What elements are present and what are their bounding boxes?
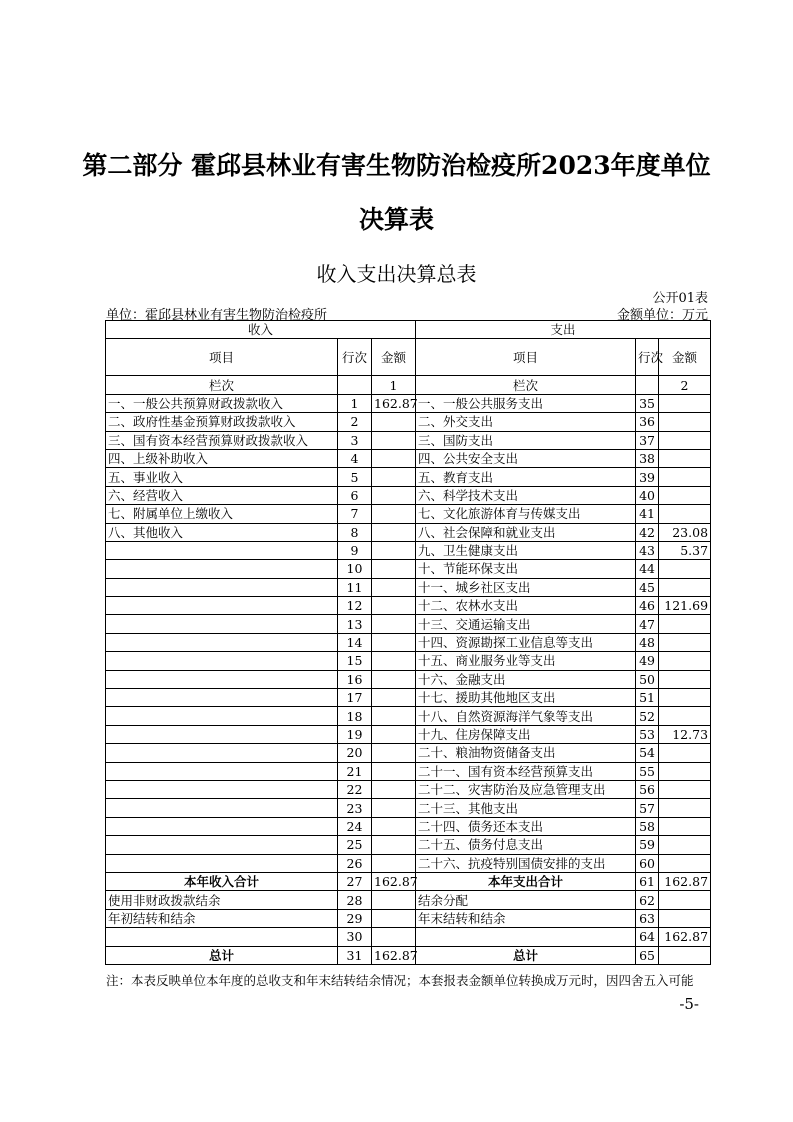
- summary-row: [106, 891, 711, 909]
- expense-amount: [659, 670, 711, 688]
- expense-item: 八、社会保障和就业支出: [416, 523, 636, 541]
- table-row: [106, 799, 711, 817]
- expense-row-number: 53: [636, 725, 659, 743]
- expense-amount: [659, 744, 711, 762]
- income-row-number: 9: [338, 541, 372, 559]
- expense-amount: [659, 689, 711, 707]
- income-amount: [372, 854, 416, 872]
- income-row-number: 16: [338, 670, 372, 688]
- table-row: [106, 541, 711, 559]
- income-item: 二、政府性基金预算财政拨款收入: [106, 413, 338, 431]
- expense-item-header: 项目: [416, 339, 636, 376]
- expense-item: 年末结转和结余: [416, 909, 636, 927]
- income-item-header: 项目: [106, 339, 338, 376]
- income-row-number: 21: [338, 762, 372, 780]
- table-row: [106, 413, 711, 431]
- expense-amount: 121.69: [659, 597, 711, 615]
- empty-cell: [636, 376, 659, 394]
- expense-row-number: 58: [636, 817, 659, 835]
- expense-row-number: 39: [636, 468, 659, 486]
- expense-item: 二十六、抗疫特别国债安排的支出: [416, 854, 636, 872]
- expense-amount: [659, 413, 711, 431]
- expense-item: 六、科学技术支出: [416, 486, 636, 504]
- summary-row: [106, 909, 711, 927]
- expense-item: 二十二、灾害防治及应急管理支出: [416, 780, 636, 798]
- income-amount: [372, 560, 416, 578]
- expense-amount: [659, 891, 711, 909]
- table-row: [106, 652, 711, 670]
- income-amount: 162.87: [372, 872, 416, 890]
- income-item: [106, 817, 338, 835]
- income-item: 四、上级补助收入: [106, 449, 338, 467]
- expense-item: 总计: [416, 946, 636, 964]
- income-amount: [372, 413, 416, 431]
- table-row: [106, 615, 711, 633]
- expense-item: 二、外交支出: [416, 413, 636, 431]
- income-row-number: 14: [338, 633, 372, 651]
- income-amount: 162.87: [372, 394, 416, 412]
- expense-amount: 162.87: [659, 928, 711, 946]
- expense-row-number: 49: [636, 652, 659, 670]
- expense-amount: 23.08: [659, 523, 711, 541]
- income-item: [106, 744, 338, 762]
- income-item: [106, 633, 338, 651]
- expense-item: 十、节能环保支出: [416, 560, 636, 578]
- income-amount: [372, 780, 416, 798]
- income-item: [106, 762, 338, 780]
- expense-amount: 12.73: [659, 725, 711, 743]
- income-item: 使用非财政拨款结余: [106, 891, 338, 909]
- expense-amount: [659, 854, 711, 872]
- income-rowno-header: 行次: [338, 339, 372, 376]
- income-amount: [372, 652, 416, 670]
- income-row-number: 6: [338, 486, 372, 504]
- page-title: 第二部分 霍邱县林业有害生物防治检疫所2023年度单位: [82, 151, 711, 180]
- income-amount: [372, 615, 416, 633]
- expense-amount: [659, 449, 711, 467]
- income-row-number: 18: [338, 707, 372, 725]
- income-row-number: 4: [338, 449, 372, 467]
- income-row-number: 20: [338, 744, 372, 762]
- expense-item: 一、一般公共服务支出: [416, 394, 636, 412]
- expense-row-number: 47: [636, 615, 659, 633]
- expense-item: 结余分配: [416, 891, 636, 909]
- expense-row-number: 40: [636, 486, 659, 504]
- income-header: 收入: [106, 321, 416, 339]
- income-item: [106, 578, 338, 596]
- table-row: [106, 670, 711, 688]
- income-item: [106, 652, 338, 670]
- income-amount: [372, 523, 416, 541]
- income-row-number: 28: [338, 891, 372, 909]
- income-column-label: 栏次: [106, 376, 338, 394]
- expense-row-number: 65: [636, 946, 659, 964]
- expense-row-number: 44: [636, 560, 659, 578]
- expense-row-number: 43: [636, 541, 659, 559]
- income-item: [106, 725, 338, 743]
- expense-item: 三、国防支出: [416, 431, 636, 449]
- table-row: [106, 817, 711, 835]
- expense-item: 十七、援助其他地区支出: [416, 689, 636, 707]
- expense-row-number: 36: [636, 413, 659, 431]
- income-item: 本年收入合计: [106, 872, 338, 890]
- summary-row: [106, 946, 711, 964]
- income-item: [106, 541, 338, 559]
- expense-row-number: 45: [636, 578, 659, 596]
- expense-row-number: 55: [636, 762, 659, 780]
- table-row: [106, 449, 711, 467]
- income-row-number: 7: [338, 505, 372, 523]
- expense-row-number: 46: [636, 597, 659, 615]
- table-row: [106, 505, 711, 523]
- income-amount: [372, 670, 416, 688]
- expense-item: 十一、城乡社区支出: [416, 578, 636, 596]
- expense-item: 二十、粮油物资储备支出: [416, 744, 636, 762]
- income-item: [106, 560, 338, 578]
- income-item: 三、国有资本经营预算财政拨款收入: [106, 431, 338, 449]
- income-item: [106, 689, 338, 707]
- income-amount: [372, 597, 416, 615]
- expense-amount-header: 金额: [659, 339, 711, 376]
- income-amount: [372, 762, 416, 780]
- expense-rowno-header: 行次: [636, 339, 659, 376]
- expense-item: 七、文化旅游体育与传媒支出: [416, 505, 636, 523]
- income-row-number: 23: [338, 799, 372, 817]
- expense-item: 十三、交通运输支出: [416, 615, 636, 633]
- expense-row-number: 52: [636, 707, 659, 725]
- expense-amount: [659, 799, 711, 817]
- income-amount: [372, 928, 416, 946]
- income-amount: [372, 633, 416, 651]
- income-amount: [372, 799, 416, 817]
- income-amount: [372, 505, 416, 523]
- income-row-number: 13: [338, 615, 372, 633]
- expense-item: [416, 928, 636, 946]
- income-amount: [372, 689, 416, 707]
- page-title-line2: 决算表: [358, 205, 434, 234]
- income-item: [106, 836, 338, 854]
- table-row: [106, 762, 711, 780]
- expense-item: 二十一、国有资本经营预算支出: [416, 762, 636, 780]
- table-row: [106, 707, 711, 725]
- table-row: [106, 744, 711, 762]
- expense-row-number: 60: [636, 854, 659, 872]
- expense-amount: [659, 394, 711, 412]
- expense-row-number: 51: [636, 689, 659, 707]
- expense-item: 十八、自然资源海洋气象等支出: [416, 707, 636, 725]
- income-amount: [372, 817, 416, 835]
- income-amount: [372, 707, 416, 725]
- expense-amount: [659, 707, 711, 725]
- expense-item: 四、公共安全支出: [416, 449, 636, 467]
- expense-amount: [659, 762, 711, 780]
- table-row: [106, 725, 711, 743]
- income-amount: [372, 541, 416, 559]
- income-item: 一、一般公共预算财政拨款收入: [106, 394, 338, 412]
- expense-amount: [659, 836, 711, 854]
- table-row: [106, 780, 711, 798]
- income-row-number: 19: [338, 725, 372, 743]
- income-row-number: 22: [338, 780, 372, 798]
- expense-amount: 162.87: [659, 872, 711, 890]
- table-title: 收入支出决算总表: [316, 262, 477, 286]
- column-label-row: [106, 376, 711, 394]
- table-row: [106, 689, 711, 707]
- income-item: [106, 597, 338, 615]
- form-number: 公开01表: [652, 291, 708, 306]
- income-item: [106, 615, 338, 633]
- income-amount: [372, 836, 416, 854]
- expense-row-number: 62: [636, 891, 659, 909]
- expense-column-number: 2: [659, 376, 711, 394]
- header-row-sections: [106, 321, 711, 339]
- income-row-number: 30: [338, 928, 372, 946]
- expense-amount: [659, 486, 711, 504]
- income-amount: [372, 578, 416, 596]
- expense-amount: [659, 633, 711, 651]
- income-amount: [372, 725, 416, 743]
- expense-amount: [659, 817, 711, 835]
- expense-row-number: 54: [636, 744, 659, 762]
- income-amount-header: 金额: [372, 339, 416, 376]
- expense-item: 十二、农林水支出: [416, 597, 636, 615]
- expense-amount: [659, 505, 711, 523]
- expense-amount: [659, 468, 711, 486]
- expense-amount: [659, 560, 711, 578]
- table-row: [106, 468, 711, 486]
- expense-row-number: 37: [636, 431, 659, 449]
- income-row-number: 11: [338, 578, 372, 596]
- expense-row-number: 38: [636, 449, 659, 467]
- expense-item: 二十五、债务付息支出: [416, 836, 636, 854]
- income-row-number: 10: [338, 560, 372, 578]
- income-row-number: 17: [338, 689, 372, 707]
- expense-amount: [659, 431, 711, 449]
- income-item: [106, 670, 338, 688]
- expense-row-number: 42: [636, 523, 659, 541]
- summary-row: [106, 928, 711, 946]
- income-row-number: 29: [338, 909, 372, 927]
- income-row-number: 5: [338, 468, 372, 486]
- table-row: [106, 560, 711, 578]
- income-item: [106, 780, 338, 798]
- table-row: [106, 597, 711, 615]
- expense-item: 二十三、其他支出: [416, 799, 636, 817]
- income-row-number: 27: [338, 872, 372, 890]
- table-row: [106, 633, 711, 651]
- expense-amount: [659, 615, 711, 633]
- income-amount: [372, 468, 416, 486]
- expense-row-number: 41: [636, 505, 659, 523]
- income-row-number: 1: [338, 394, 372, 412]
- expense-item: 本年支出合计: [416, 872, 636, 890]
- expense-item: 十五、商业服务业等支出: [416, 652, 636, 670]
- header-row-columns: [106, 339, 711, 376]
- expense-row-number: 35: [636, 394, 659, 412]
- amount-unit-label: 金额单位：万元: [616, 308, 708, 323]
- table-row: [106, 486, 711, 504]
- expense-amount: [659, 780, 711, 798]
- expense-row-number: 59: [636, 836, 659, 854]
- empty-cell: [338, 376, 372, 394]
- income-row-number: 25: [338, 836, 372, 854]
- page-number: -5-: [679, 995, 699, 1013]
- expense-amount: [659, 946, 711, 964]
- income-item: 总计: [106, 946, 338, 964]
- expense-item: 十九、住房保障支出: [416, 725, 636, 743]
- income-amount: 162.87: [372, 946, 416, 964]
- income-amount: [372, 486, 416, 504]
- income-item: [106, 707, 338, 725]
- expense-column-label: 栏次: [416, 376, 636, 394]
- expense-item: 十四、资源勘探工业信息等支出: [416, 633, 636, 651]
- income-amount: [372, 744, 416, 762]
- expense-item: 十六、金融支出: [416, 670, 636, 688]
- income-item: 年初结转和结余: [106, 909, 338, 927]
- table-row: [106, 431, 711, 449]
- expense-row-number: 57: [636, 799, 659, 817]
- expense-row-number: 61: [636, 872, 659, 890]
- expense-row-number: 48: [636, 633, 659, 651]
- table-note: 注：本表反映单位本年度的总收支和年末结转结余情况；本套报表金额单位转换成万元时，因四舍五入可能: [106, 973, 694, 988]
- income-item: [106, 854, 338, 872]
- expense-row-number: 56: [636, 780, 659, 798]
- summary-row: [106, 872, 711, 890]
- income-row-number: 3: [338, 431, 372, 449]
- table-row: [106, 836, 711, 854]
- income-item: 七、附属单位上缴收入: [106, 505, 338, 523]
- expense-item: 二十四、债务还本支出: [416, 817, 636, 835]
- income-row-number: 15: [338, 652, 372, 670]
- income-amount: [372, 909, 416, 927]
- expense-row-number: 63: [636, 909, 659, 927]
- income-row-number: 26: [338, 854, 372, 872]
- expense-header: 支出: [416, 321, 711, 339]
- expense-row-number: 50: [636, 670, 659, 688]
- income-row-number: 12: [338, 597, 372, 615]
- income-item: [106, 928, 338, 946]
- table-row: [106, 394, 711, 412]
- table-row: [106, 854, 711, 872]
- income-row-number: 8: [338, 523, 372, 541]
- expense-amount: [659, 578, 711, 596]
- income-expense-table: [105, 320, 711, 965]
- expense-item: 五、教育支出: [416, 468, 636, 486]
- unit-label: 单位：霍邱县林业有害生物防治检疫所: [106, 308, 328, 323]
- expense-row-number: 64: [636, 928, 659, 946]
- expense-amount: [659, 652, 711, 670]
- income-item: 五、事业收入: [106, 468, 338, 486]
- income-amount: [372, 891, 416, 909]
- expense-amount: 5.37: [659, 541, 711, 559]
- income-item: [106, 799, 338, 817]
- income-item: 八、其他收入: [106, 523, 338, 541]
- expense-amount: [659, 909, 711, 927]
- income-amount: [372, 449, 416, 467]
- income-column-number: 1: [372, 376, 416, 394]
- income-row-number: 2: [338, 413, 372, 431]
- income-row-number: 24: [338, 817, 372, 835]
- table-row: [106, 578, 711, 596]
- income-item: 六、经营收入: [106, 486, 338, 504]
- income-row-number: 31: [338, 946, 372, 964]
- income-amount: [372, 431, 416, 449]
- table-row: [106, 523, 711, 541]
- expense-item: 九、卫生健康支出: [416, 541, 636, 559]
